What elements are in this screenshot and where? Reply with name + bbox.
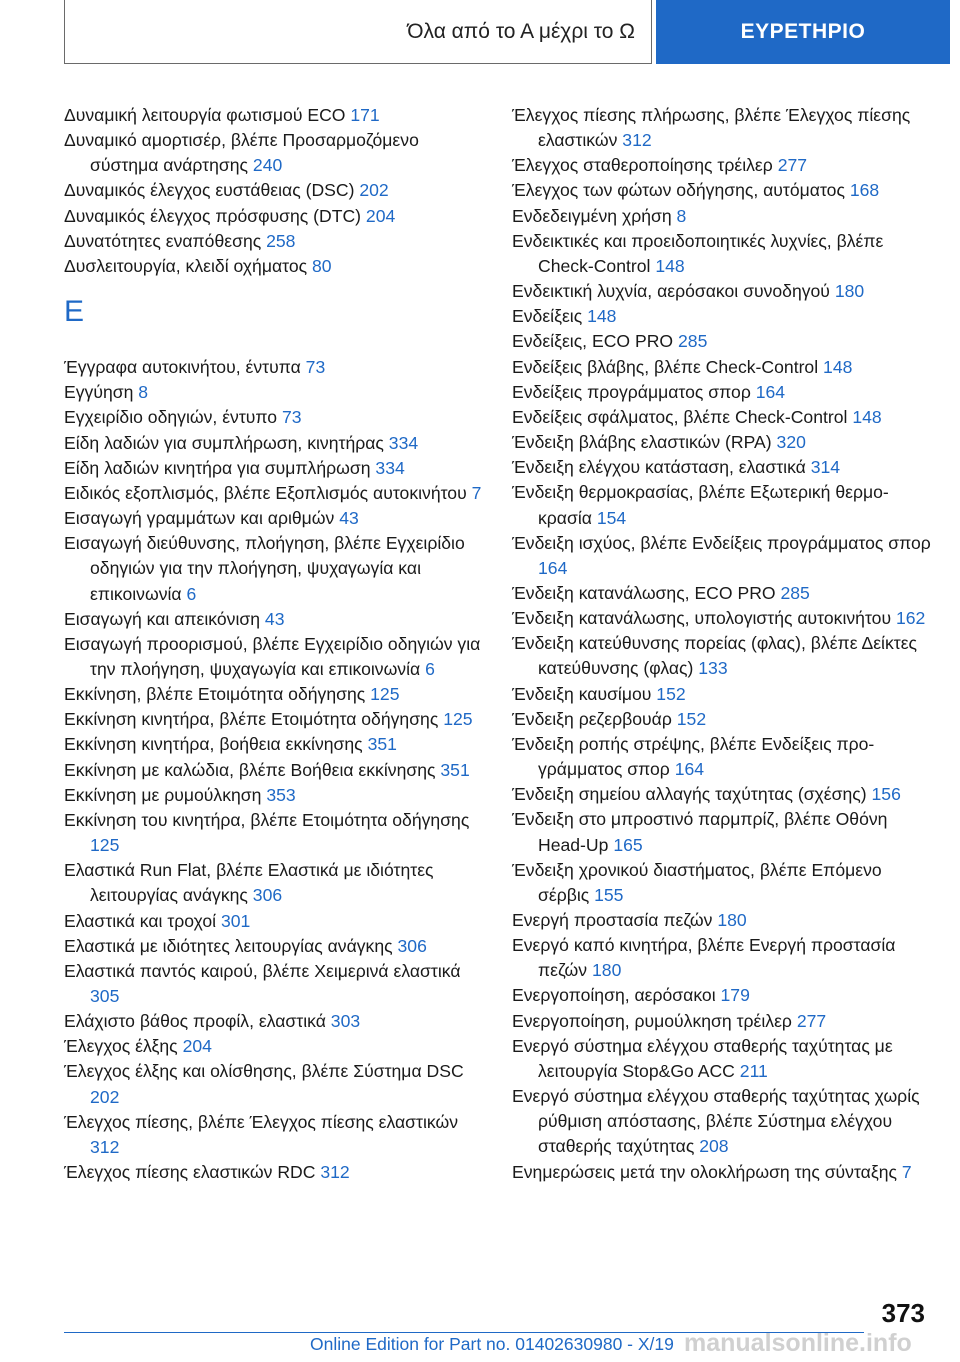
- index-entry: [512, 178, 932, 203]
- index-entry: [64, 1009, 484, 1034]
- index-page-link[interactable]: 168: [849, 180, 880, 201]
- index-entry: [512, 933, 932, 983]
- index-entry: [64, 808, 484, 858]
- index-page-link[interactable]: 171: [350, 105, 380, 125]
- index-entry-text: Εκκίνηση, βλέπε Ετοιμότητα οδήγησης: [64, 684, 366, 705]
- index-entry: [64, 1034, 484, 1059]
- index-page-link[interactable]: 211: [739, 1060, 768, 1081]
- index-entry-text: Ενδεικτικές και προειδοποιητικές λυχνίες, βλέπε Check-Control: [512, 230, 884, 276]
- index-entry: [64, 732, 484, 757]
- index-entry: [64, 355, 484, 380]
- index-entry: [512, 204, 932, 229]
- index-entry-text: Εισαγωγή και απεικόνιση: [64, 608, 261, 629]
- index-page-link[interactable]: 320: [776, 432, 806, 453]
- index-entry: [512, 279, 932, 304]
- index-entry-text: Ενεργοποίηση, αερόσακοι: [512, 985, 716, 1006]
- index-entry-text: Ενεργό σύστημα ελέγχου σταθερής ταχύτητας με λειτουργία Stop&Go ACC: [512, 1035, 893, 1081]
- index-entry: [64, 783, 484, 808]
- index-entry: [512, 807, 932, 857]
- index-entry: [64, 103, 484, 128]
- index-page-link[interactable]: 334: [375, 457, 405, 478]
- index-entry-text: Εκκίνηση με καλώδια, βλέπε Βοήθεια εκκίνησης: [64, 759, 436, 780]
- index-entry: [512, 380, 932, 405]
- index-entry-text: Ένδειξη σημείου αλλαγής ταχύτητας (σχέσης): [512, 784, 867, 805]
- index-entry-text: Δυναμικό αμορτισέρ, βλέπε Προσαρμοζόμενο σύστημα ανάρτησης: [64, 130, 419, 176]
- index-page-link[interactable]: 6: [186, 583, 197, 604]
- index-page-link[interactable]: 303: [330, 1011, 361, 1032]
- index-page-link[interactable]: 204: [182, 1036, 212, 1057]
- index-entry-text: Εκκίνηση κινητήρα, βλέπε Ετοιμότητα οδήγησης: [64, 709, 439, 730]
- index-entry-text: Ένδειξη στο μπροστινό παρμπρίζ, βλέπε Οθόνη Head-Up: [512, 809, 888, 855]
- index-entry: [512, 707, 932, 732]
- index-entry-text: Ένδειξη κατανάλωσης, υπολογιστής αυτοκινήτου: [512, 608, 892, 629]
- index-entry-text: Εκκίνηση με ρυμούλκηση: [64, 784, 262, 805]
- index-entry-text: Ένδειξη ελέγχου κατάσταση, ελαστικά: [512, 457, 806, 478]
- page-number: 373: [881, 1298, 925, 1328]
- index-page-link[interactable]: 164: [755, 381, 786, 402]
- index-entry-text: Έλεγχος σταθεροποίησης τρέιλερ: [512, 155, 773, 176]
- index-entry-text: Εισαγωγή γραμμάτων και αριθμών: [64, 508, 335, 529]
- index-page-link[interactable]: 180: [592, 960, 622, 981]
- index-entry: [512, 531, 932, 581]
- index-entry: [64, 607, 484, 632]
- index-page-link[interactable]: 305: [90, 986, 120, 1006]
- index-entry: [64, 204, 484, 229]
- index-entry-text: Έλεγχος πίεσης ελαστικών RDC: [64, 1162, 316, 1183]
- index-entry: [512, 682, 932, 707]
- index-entry-text: Δυσλειτουργία, κλειδί οχήματος: [64, 255, 308, 276]
- tab-index[interactable]: ΕΥΡΕΤΗΡΙΟ: [656, 0, 950, 64]
- index-page-link[interactable]: 125: [370, 684, 400, 705]
- index-page-link[interactable]: 156: [871, 784, 901, 805]
- index-page-link[interactable]: 152: [656, 683, 686, 704]
- index-entry-text: Ενδεδειγμένη χρήση: [512, 205, 672, 226]
- index-entry: [64, 1110, 484, 1160]
- index-entry: [512, 858, 932, 908]
- index-entry-text: Ένδειξη ροπής στρέψης, βλέπε Ενδείξεις προγράμματος σπορ: [512, 733, 875, 780]
- index-page-link[interactable]: 152: [676, 708, 707, 729]
- index-entry: [64, 758, 484, 783]
- index-entry-text: Ενδείξεις, ECO PRO: [512, 331, 674, 352]
- index-entry: [64, 959, 484, 1009]
- index-column-left: [64, 103, 484, 1185]
- index-page-link[interactable]: 312: [622, 130, 652, 151]
- index-page-link[interactable]: 165: [613, 834, 643, 855]
- index-page-link[interactable]: 148: [852, 406, 882, 427]
- index-entry: [512, 983, 932, 1008]
- index-page-link[interactable]: 125: [443, 709, 473, 730]
- index-entry: [512, 455, 932, 480]
- index-entry: [64, 909, 484, 934]
- index-page-link[interactable]: 208: [699, 1136, 729, 1157]
- index-entry: [64, 707, 484, 732]
- index-page-link[interactable]: 133: [698, 658, 728, 679]
- index-page-link[interactable]: 312: [90, 1136, 120, 1157]
- index-page-link[interactable]: 180: [717, 910, 747, 930]
- index-entry: [64, 934, 484, 959]
- index-entry: [512, 430, 932, 455]
- index-entry-text: Εγχειρίδιο οδηγιών, έντυπο: [64, 407, 278, 428]
- index-entry: [64, 1059, 484, 1109]
- index-entry: [512, 480, 932, 530]
- index-entry-text: Ένδειξη κατανάλωσης, ECO PRO: [512, 582, 776, 603]
- index-entry: [512, 631, 932, 681]
- index-page-link[interactable]: 6: [425, 658, 435, 679]
- index-page-link[interactable]: 277: [777, 155, 808, 176]
- index-page-link[interactable]: 351: [367, 734, 397, 755]
- index-page-link[interactable]: 125: [90, 835, 120, 856]
- index-page-link[interactable]: 73: [305, 357, 326, 378]
- index-letter-heading: Ε: [64, 295, 85, 329]
- index-entry-text: Ενεργό καπό κινητήρα, βλέπε Ενεργή προστασία πεζών: [512, 935, 896, 981]
- index-page-link[interactable]: 162: [895, 608, 926, 629]
- index-entry-text: Ένδειξη χρονικού διαστήματος, βλέπε Επόμενο σέρβις: [512, 859, 882, 905]
- index-page-link[interactable]: 204: [365, 205, 396, 226]
- index-entry-text: Έλεγχος πίεσης πλήρωσης, βλέπε Έλεγχος πίεσης ελαστικών: [512, 105, 911, 151]
- index-page-link[interactable]: 148: [655, 255, 685, 276]
- index-entry-text: Έλεγχος πίεσης, βλέπε Έλεγχος πίεσης ελαστικών: [64, 1111, 458, 1132]
- index-entry-text: Εκκίνηση του κινητήρα, βλέπε Ετοιμότητα οδήγησης: [64, 809, 470, 830]
- index-entry: [64, 254, 484, 279]
- index-page-link[interactable]: 7: [471, 482, 482, 503]
- index-entry-text: Ειδικός εξοπλισμός, βλέπε Εξοπλισμός αυτοκινήτου: [64, 482, 467, 503]
- index-page-link[interactable]: 285: [678, 331, 708, 352]
- index-page-link[interactable]: 258: [266, 230, 296, 251]
- index-entry: [64, 506, 484, 531]
- index-entry: [64, 229, 484, 254]
- index-entry-text: Ένδειξη κατεύθυνσης πορείας (φλας), βλέπε Δείκτες κατεύθυνσης (φλας): [512, 633, 918, 679]
- index-page-link[interactable]: 334: [388, 432, 419, 453]
- index-page-link[interactable]: 155: [594, 884, 624, 905]
- index-entry-text: Είδη λαδιών για συμπλήρωση, κινητήρας: [64, 432, 384, 453]
- index-entry-text: Ενδείξεις βλάβης, βλέπε Check-Control: [512, 356, 819, 377]
- index-page-link[interactable]: 240: [252, 155, 283, 176]
- index-page-link[interactable]: 314: [810, 457, 841, 478]
- index-entry: [64, 456, 484, 481]
- index-page-link[interactable]: 306: [252, 885, 283, 906]
- header-tabs: [64, 0, 960, 66]
- index-page-link[interactable]: 306: [397, 935, 427, 956]
- index-entry: [64, 531, 484, 606]
- index-page-link[interactable]: 202: [359, 180, 389, 201]
- index-entry: [64, 431, 484, 456]
- index-entry-text: Ενδείξεις προγράμματος σπορ: [512, 381, 751, 402]
- index-page-link[interactable]: 301: [220, 910, 251, 931]
- index-entry-text: Είδη λαδιών κινητήρα για συμπλήρωση: [64, 457, 371, 478]
- index-page-link[interactable]: 277: [796, 1010, 827, 1031]
- index-page-link[interactable]: 164: [674, 759, 705, 780]
- index-entry-text: Ενδεικτική λυχνία, αερόσακοι συνοδηγού: [512, 281, 830, 302]
- index-page-link[interactable]: 312: [320, 1162, 350, 1183]
- index-entry-text: Έλεγχος των φώτων οδήγησης, αυτόματος: [512, 180, 845, 201]
- index-page-link[interactable]: 353: [266, 784, 296, 805]
- index-entry: [64, 380, 484, 405]
- footer-edition: Online Edition for Part no. 01402630980 - X/19: [310, 1334, 674, 1354]
- watermark: manualsonline.info: [684, 1329, 912, 1357]
- index-page-link[interactable]: 351: [440, 759, 470, 780]
- index-page-link[interactable]: 148: [823, 356, 853, 377]
- index-entry: [512, 908, 932, 933]
- index-entry: [64, 858, 484, 908]
- index-entry-text: Ελαστικά παντός καιρού, βλέπε Χειμερινά ελαστικά: [64, 960, 461, 981]
- index-entry: [64, 178, 484, 203]
- index-entry-text: Εισαγωγή διεύθυνσης, πλοήγηση, βλέπε Εγχειρίδιο οδηγιών για την πλοήγηση, ψυχαγωγία και επικοινωνία: [64, 533, 465, 604]
- index-entry-text: Ενδείξεις σφάλματος, βλέπε Check-Control: [512, 406, 848, 427]
- index-entry: [512, 304, 932, 329]
- index-entry: [64, 632, 484, 682]
- index-page-link[interactable]: 202: [90, 1086, 120, 1107]
- index-entry: [512, 103, 932, 153]
- index-entry-text: Ένδειξη ρεζερβουάρ: [512, 708, 672, 729]
- index-entry: [512, 782, 932, 807]
- index-entry: [64, 128, 484, 178]
- index-page-link[interactable]: 148: [587, 306, 617, 327]
- index-entry-text: Ενδείξεις: [512, 306, 583, 327]
- index-entry-text: Εγγύηση: [64, 382, 134, 403]
- index-entry-text: Εκκίνηση κινητήρα, βοήθεια εκκίνησης: [64, 734, 363, 755]
- index-page-link[interactable]: 80: [311, 255, 332, 276]
- index-entry: [64, 1160, 484, 1185]
- index-entry-text: Ελαστικά με ιδιότητες λειτουργίας ανάγκης: [64, 935, 393, 956]
- index-entry: [64, 682, 484, 707]
- index-entry-text: Ελαστικά Run Flat, βλέπε Ελαστικά με ιδιότητες λειτουργίας ανάγκης: [64, 860, 434, 906]
- index-entry-text: Ένδειξη βλάβης ελαστικών (RPA): [512, 432, 772, 453]
- index-entry-text: Ενεργοποίηση, ρυμούλκηση τρέιλερ: [512, 1010, 792, 1031]
- index-entry: [64, 405, 484, 430]
- index-entry: [512, 1009, 932, 1034]
- index-entry: [64, 481, 484, 506]
- index-entry-text: Έλεγχος έλξης και ολίσθησης, βλέπε Σύστημα DSC: [64, 1061, 464, 1082]
- index-page-link[interactable]: 154: [596, 507, 627, 528]
- index-entry: [512, 1084, 932, 1159]
- index-entry-text: Ελάχιστο βάθος προφίλ, ελαστικά: [64, 1011, 326, 1032]
- index-entry-text: Έγγραφα αυτοκινήτου, έντυπα: [64, 357, 301, 378]
- index-entry-text: Δυνατότητες εναπόθεσης: [64, 230, 262, 251]
- index-entry-text: Ενεργή προστασία πεζών: [512, 910, 713, 930]
- index-page-link[interactable]: 180: [834, 281, 865, 302]
- index-entry: [512, 581, 932, 606]
- index-entry: [512, 229, 932, 279]
- index-entry: [512, 355, 932, 380]
- index-page-link[interactable]: 8: [676, 205, 687, 226]
- index-page-link[interactable]: 73: [281, 407, 302, 428]
- index-entry-text: Ένδειξη θερμοκρασίας, βλέπε Εξωτερική θερμοκρασία: [512, 482, 889, 528]
- index-entry: [512, 1034, 932, 1084]
- index-page-link[interactable]: 164: [538, 557, 568, 578]
- index-page-link[interactable]: 7: [901, 1161, 912, 1182]
- index-entry: [512, 1160, 932, 1185]
- index-page-link[interactable]: 285: [780, 582, 810, 603]
- index-page-link[interactable]: 43: [264, 608, 285, 629]
- index-entry-text: Δυναμική λειτουργία φωτισμού ECO: [64, 105, 346, 125]
- index-entry-text: Ένδειξη ισχύος, βλέπε Ενδείξεις προγράμματος σπορ: [512, 532, 931, 553]
- index-entry: [512, 405, 932, 430]
- index-page-link[interactable]: 179: [720, 985, 750, 1006]
- index-entry-text: Εισαγωγή προορισμού, βλέπε Εγχειρίδιο οδηγιών για την πλοήγηση, ψυχαγωγία και επικοινωνία: [64, 633, 481, 679]
- index-entry-text: Δυναμικός έλεγχος ευστάθειας (DSC): [64, 180, 355, 201]
- index-entry: [512, 153, 932, 178]
- index-page-link[interactable]: 8: [138, 382, 149, 403]
- index-entry-text: Ενεργό σύστημα ελέγχου σταθερής ταχύτητας χωρίς ρύθμιση απόστασης, βλέπε Σύστημα ελέγχου σταθερής ταχύτητας: [512, 1086, 920, 1157]
- index-entry: [512, 732, 932, 782]
- index-entry: [512, 329, 932, 354]
- index-column-right: [512, 103, 932, 1185]
- index-entry-text: Ένδειξη καυσίμου: [512, 683, 652, 704]
- index-entry-text: Έλεγχος έλξης: [64, 1036, 178, 1057]
- index-entry-text: Ενημερώσεις μετά την ολοκλήρωση της σύνταξης: [512, 1161, 897, 1182]
- index-entry: [512, 606, 932, 631]
- index-entry-text: Δυναμικός έλεγχος πρόσφυσης (DTC): [64, 205, 362, 226]
- index-page-link[interactable]: 43: [339, 508, 359, 529]
- tab-all-a-to-z[interactable]: Όλα από το Α μέχρι το Ω: [64, 0, 652, 64]
- index-entry-text: Ελαστικά και τροχοί: [64, 910, 217, 931]
